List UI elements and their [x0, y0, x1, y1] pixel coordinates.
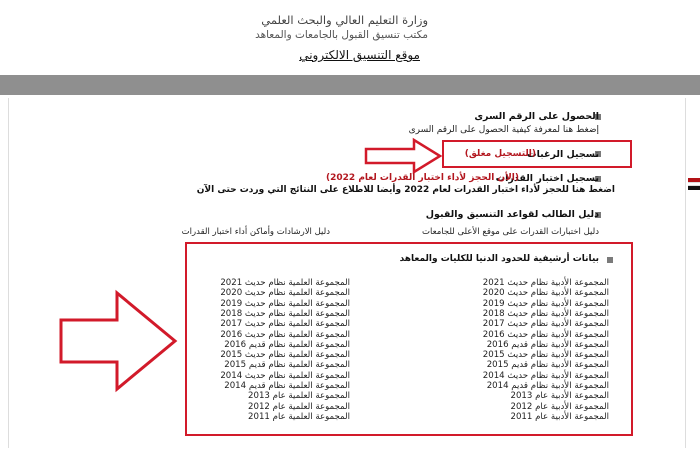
wishes-title[interactable]: تسجيل الرغبات — [527, 149, 599, 160]
scientific-link[interactable]: المجموعة العلمية عام 2011 — [248, 411, 350, 422]
site-title-link[interactable]: موقع التنسيق الالكتروني — [299, 48, 420, 62]
ministry-name: وزارة التعليم العالي والبحث العلمي — [261, 13, 428, 27]
abilities-note: (الأن الحجز لأداء اختبار القدرات لعام 2022) — [326, 173, 519, 183]
scientific-link[interactable]: المجموعة العلمية نظام حديث 2018 — [220, 308, 350, 319]
literary-link[interactable]: المجموعة الأدبية نظام قديم 2014 — [486, 381, 609, 391]
site-header — [0, 0, 700, 75]
scientific-link[interactable]: المجموعة العلمية نظام حديث 2020 — [220, 288, 350, 299]
abilities-link[interactable]: اضغط هنا للحجز لأداء اختبار القدرات لعام 2022 وأيضا للاطلاع على النتائج التي وردت حتى الآن — [196, 185, 615, 195]
literary-link[interactable]: المجموعة الأدبية عام 2013 — [510, 391, 609, 402]
scientific-link[interactable]: المجموعة العلمية عام 2013 — [248, 391, 350, 402]
scientific-link[interactable]: المجموعة العلمية نظام حديث 2019 — [220, 298, 350, 309]
guide-link-abilities[interactable]: دليل اختبارات القدرات على موقع الأعلى للجامعات — [422, 227, 599, 237]
scientific-link[interactable]: المجموعة العلمية نظام قديم 2014 — [224, 381, 350, 391]
header-band — [0, 75, 700, 95]
scientific-link[interactable]: المجموعة العلمية نظام حديث 2017 — [220, 319, 350, 330]
literary-link[interactable]: المجموعة الأدبية نظام حديث 2021 — [482, 278, 609, 288]
literary-link[interactable]: المجموعة الأدبية نظام حديث 2014 — [482, 370, 609, 381]
main-content — [8, 98, 686, 448]
literary-link[interactable]: المجموعة الأدبية نظام حديث 2016 — [482, 329, 609, 340]
arrow-right-icon — [57, 290, 179, 392]
literary-link[interactable]: المجموعة الأدبية نظام حديث 2015 — [482, 350, 609, 361]
flag-accent — [688, 172, 700, 212]
literary-link[interactable]: المجموعة الأدبية نظام قديم 2015 — [486, 360, 609, 371]
bullet-icon — [607, 257, 613, 263]
literary-link[interactable]: المجموعة الأدبية نظام حديث 2018 — [482, 308, 609, 319]
guide-title: دليل الطالب لقواعد التنسيق والقبول — [425, 209, 599, 220]
wishes-status: (التسجيل مغلق) — [464, 149, 536, 159]
literary-link[interactable]: المجموعة الأدبية نظام حديث 2017 — [482, 319, 609, 330]
scientific-link[interactable]: المجموعة العلمية نظام حديث 2015 — [220, 350, 350, 361]
secret-number-link[interactable]: إضغط هنا لمعرفة كيفية الحصول على الرقم السرى — [408, 125, 599, 135]
scientific-link[interactable]: المجموعة العلمية نظام قديم 2016 — [224, 339, 350, 350]
abilities-title[interactable]: تسجيل اختبار القدرات — [495, 173, 599, 184]
office-name: مكتب تنسيق القبول بالجامعات والمعاهد — [255, 29, 428, 41]
arrow-right-icon — [364, 138, 444, 174]
literary-link[interactable]: المجموعة الأدبية نظام حديث 2019 — [482, 298, 609, 309]
archive-title: بيانات أرشيفية للحدود الدنيا للكليات والمعاهد — [399, 254, 599, 264]
scientific-link[interactable]: المجموعة العلمية عام 2012 — [248, 401, 350, 412]
secret-number-title[interactable]: الحصول على الرقم السرى — [474, 111, 599, 122]
scientific-link[interactable]: المجموعة العلمية نظام حديث 2021 — [220, 278, 350, 288]
literary-link[interactable]: المجموعة الأدبية نظام قديم 2016 — [486, 339, 609, 350]
guide-link-instructions[interactable]: دليل الارشادات وأماكن أداء اختبار القدرات — [181, 227, 330, 237]
literary-link[interactable]: المجموعة الأدبية عام 2011 — [510, 411, 609, 422]
scientific-link[interactable]: المجموعة العلمية نظام حديث 2014 — [220, 370, 350, 381]
literary-link[interactable]: المجموعة الأدبية عام 2012 — [510, 401, 609, 412]
literary-link[interactable]: المجموعة الأدبية نظام حديث 2020 — [482, 288, 609, 299]
scientific-link[interactable]: المجموعة العلمية نظام قديم 2015 — [224, 360, 350, 371]
scientific-link[interactable]: المجموعة العلمية نظام حديث 2016 — [220, 329, 350, 340]
